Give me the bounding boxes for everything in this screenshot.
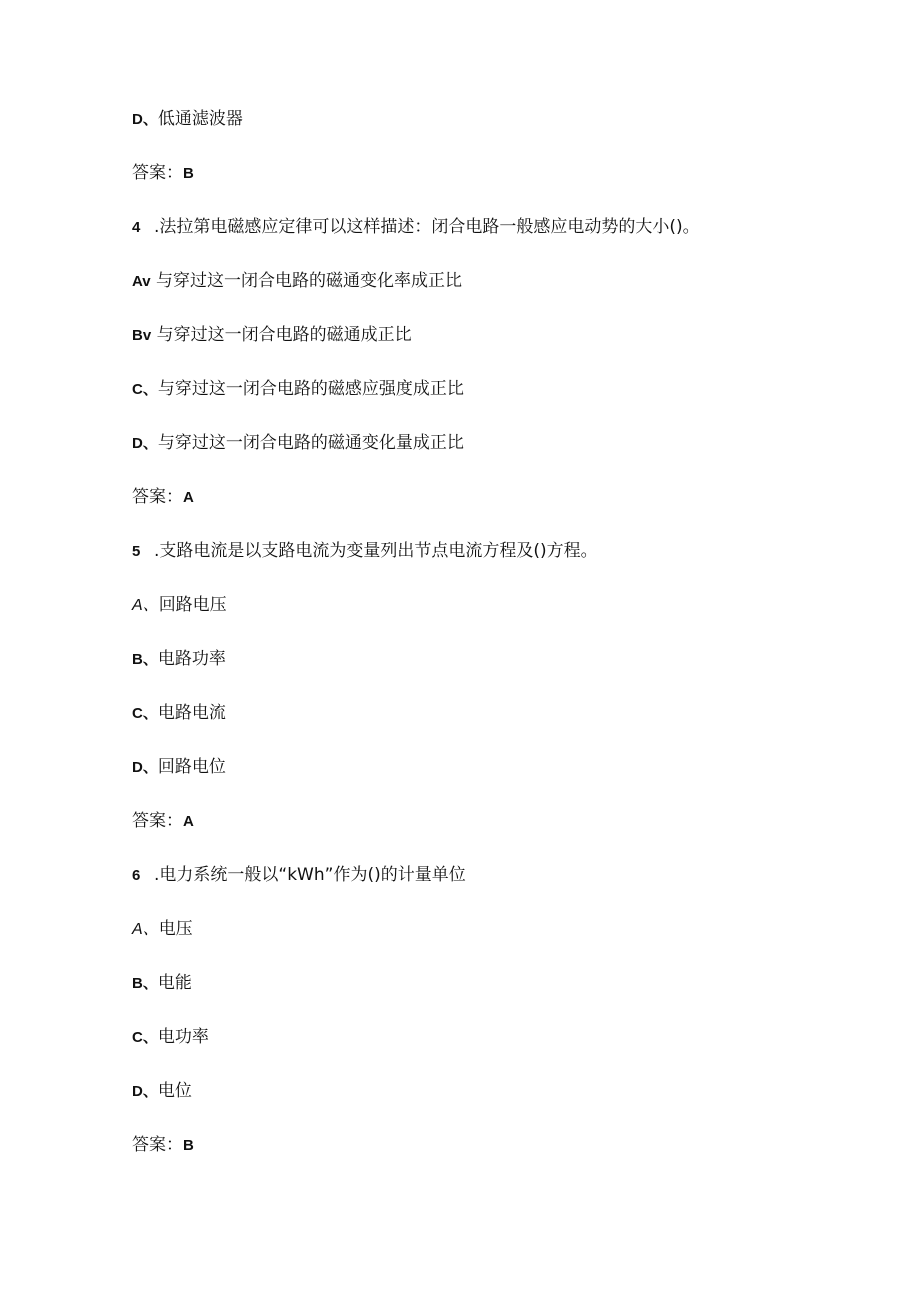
option-label: D、: [132, 435, 158, 452]
answer-label: 答案：: [132, 811, 183, 831]
option-label: A、: [132, 921, 159, 938]
answer-line: [132, 810, 194, 833]
question-text: .法拉第电磁感应定律可以这样描述：闭合电路一般感应电动势的大小()。: [154, 217, 700, 237]
option-text: 电功率: [157, 1027, 209, 1047]
option-line: [132, 432, 464, 455]
option-line: [132, 972, 192, 995]
question-line: [132, 216, 700, 239]
option-text: 与穿过这一闭合电路的磁通变化量成正比: [157, 433, 464, 453]
question-text: .电力系统一般以“kWh”作为()的计量单位: [154, 865, 466, 885]
option-text: 与穿过这一闭合电路的磁感应强度成正比: [157, 379, 464, 399]
option-label: Av: [132, 273, 151, 290]
option-line: [132, 702, 226, 725]
option-line: [132, 270, 462, 293]
question-number: 4: [132, 219, 141, 236]
option-text: 与穿过这一闭合电路的磁通成正比: [156, 325, 412, 345]
option-label: A、: [132, 597, 159, 614]
option-label: D、: [132, 759, 158, 776]
question-number: 5: [132, 543, 141, 560]
answer-value: A: [183, 489, 194, 506]
answer-value: A: [183, 813, 194, 830]
option-label: Bv: [132, 327, 152, 344]
answer-label: 答案：: [132, 163, 183, 183]
option-line: [132, 1026, 209, 1049]
question-number: 6: [132, 867, 141, 884]
option-label: D、: [132, 1083, 158, 1100]
option-line: [132, 378, 464, 401]
answer-value: B: [183, 165, 194, 182]
answer-line: [132, 162, 194, 185]
option-line: [132, 756, 226, 779]
option-line: [132, 918, 193, 941]
option-label: B、: [132, 975, 158, 992]
answer-line: [132, 486, 194, 509]
option-label: B、: [132, 651, 158, 668]
option-text: 电路电流: [157, 703, 226, 723]
option-line: [132, 324, 412, 347]
option-label: C、: [132, 1029, 158, 1046]
answer-value: B: [183, 1137, 194, 1154]
option-line: [132, 594, 227, 617]
option-label: C、: [132, 705, 158, 722]
option-text: 与穿过这一闭合电路的磁通变化率成正比: [156, 271, 463, 291]
answer-label: 答案：: [132, 487, 183, 507]
option-line: [132, 648, 226, 671]
answer-label: 答案：: [132, 1135, 183, 1155]
option-text: 低通滤波器: [157, 109, 243, 129]
question-line: [132, 864, 466, 887]
option-label: D、: [132, 111, 158, 128]
question-line: [132, 540, 598, 563]
option-text: 回路电位: [157, 757, 226, 777]
option-text: 电压: [158, 919, 193, 939]
question-text: .支路电流是以支路电流为变量列出节点电流方程及()方程。: [154, 541, 598, 561]
option-text: 电位: [157, 1081, 192, 1101]
option-text: 电能: [157, 973, 192, 993]
option-line: [132, 108, 243, 131]
option-text: 电路功率: [157, 649, 226, 669]
answer-line: [132, 1134, 194, 1157]
option-label: C、: [132, 381, 158, 398]
option-line: [132, 1080, 192, 1103]
option-text: 回路电压: [158, 595, 227, 615]
